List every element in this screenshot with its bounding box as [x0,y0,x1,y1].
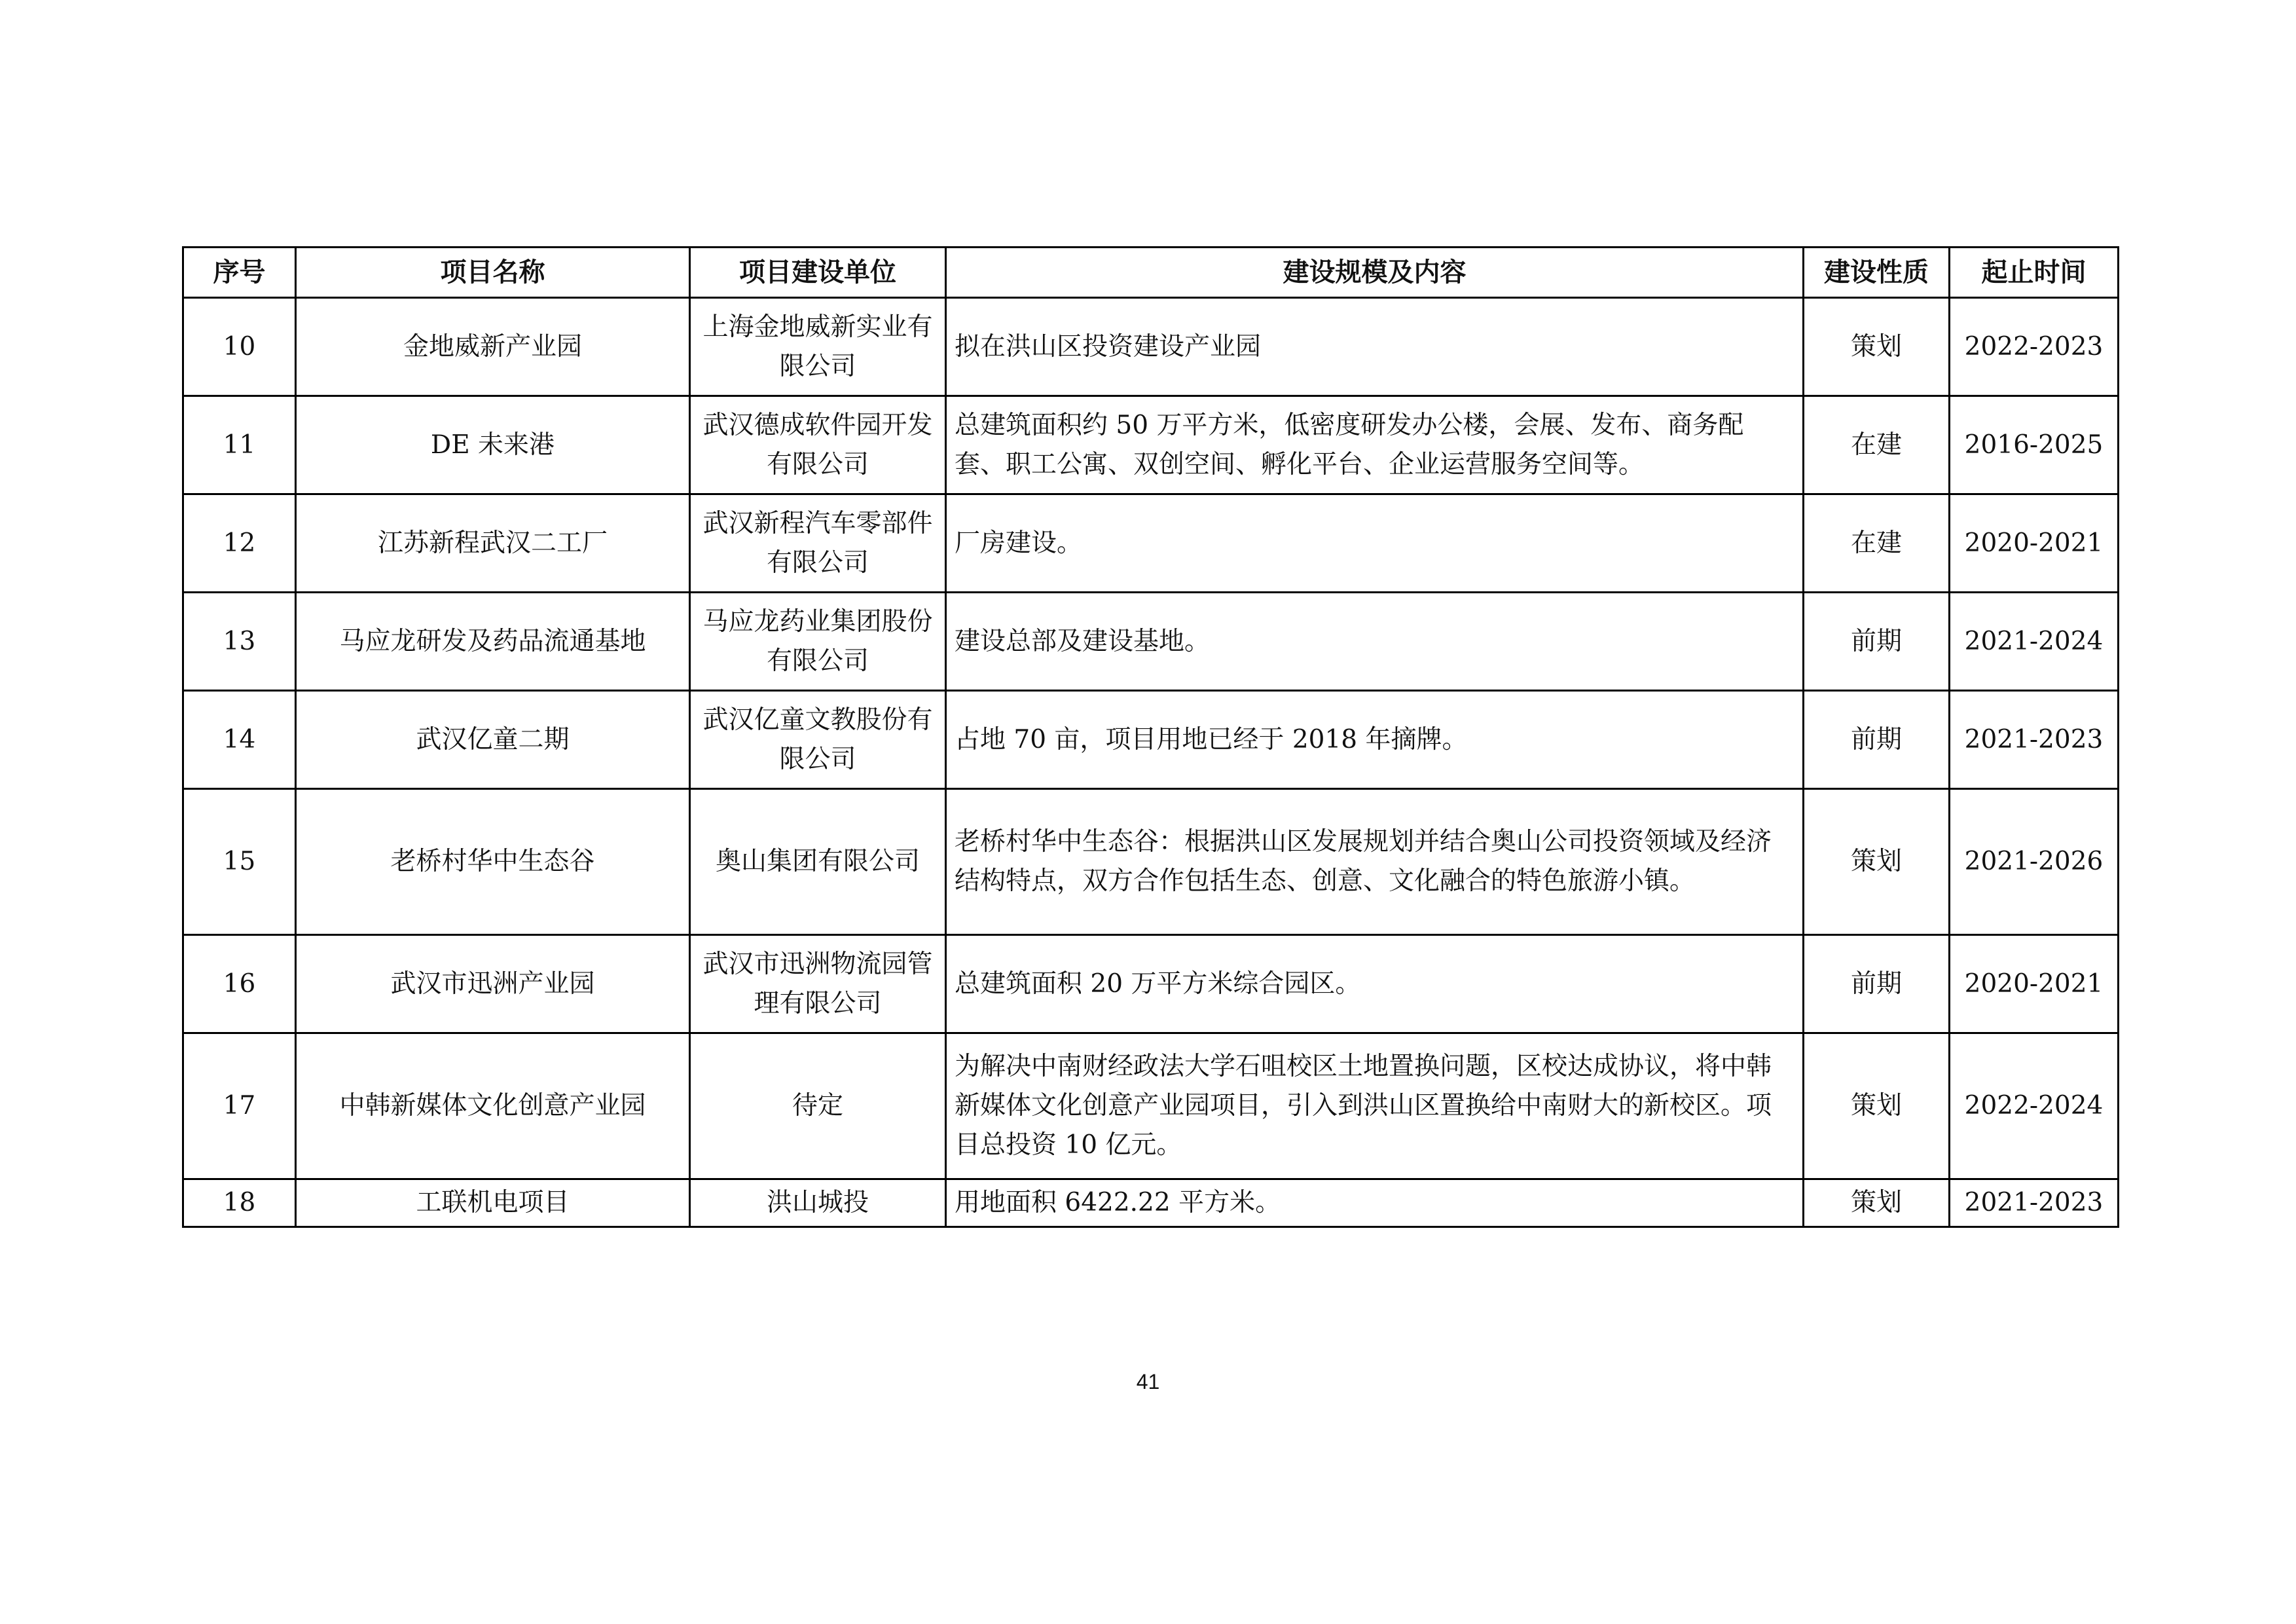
table-header-row [183,248,2119,298]
table-row [183,396,2119,494]
cell-period: 2016-2025 [1950,396,2119,494]
table-row [183,494,2119,593]
header-period: 起止时间 [1950,248,2119,298]
cell-content: 建设总部及建设基地。 [946,593,1804,691]
header-no: 序号 [183,248,296,298]
cell-no: 16 [183,935,296,1033]
cell-period: 2020-2021 [1950,935,2119,1033]
cell-no: 11 [183,396,296,494]
cell-no: 18 [183,1179,296,1227]
header-unit: 项目建设单位 [690,248,946,298]
cell-period: 2021-2023 [1950,1179,2119,1227]
cell-content: 为解决中南财经政法大学石咀校区土地置换问题，区校达成协议，将中韩新媒体文化创意产业园项目，引入到洪山区置换给中南财大的新校区。项目总投资 10 亿元。 [946,1033,1804,1179]
cell-content: 总建筑面积 20 万平方米综合园区。 [946,935,1804,1033]
cell-type: 策划 [1804,298,1950,396]
cell-type: 策划 [1804,789,1950,935]
cell-no: 14 [183,691,296,789]
cell-unit: 上海金地威新实业有限公司 [690,298,946,396]
cell-no: 17 [183,1033,296,1179]
cell-unit: 武汉市迅洲物流园管理有限公司 [690,935,946,1033]
table-row [183,298,2119,396]
header-name: 项目名称 [296,248,690,298]
header-type: 建设性质 [1804,248,1950,298]
cell-period: 2022-2024 [1950,1033,2119,1179]
cell-content: 占地 70 亩，项目用地已经于 2018 年摘牌。 [946,691,1804,789]
cell-type: 策划 [1804,1033,1950,1179]
cell-period: 2022-2023 [1950,298,2119,396]
cell-type: 策划 [1804,1179,1950,1227]
cell-unit: 洪山城投 [690,1179,946,1227]
cell-name: 金地威新产业园 [296,298,690,396]
cell-content: 厂房建设。 [946,494,1804,593]
cell-period: 2021-2026 [1950,789,2119,935]
cell-type: 前期 [1804,691,1950,789]
cell-unit: 马应龙药业集团股份有限公司 [690,593,946,691]
cell-unit: 武汉亿童文教股份有限公司 [690,691,946,789]
cell-unit: 武汉德成软件园开发有限公司 [690,396,946,494]
cell-name: 老桥村华中生态谷 [296,789,690,935]
cell-content: 老桥村华中生态谷：根据洪山区发展规划并结合奥山公司投资领域及经济结构特点，双方合作包括生态、创意、文化融合的特色旅游小镇。 [946,789,1804,935]
cell-no: 12 [183,494,296,593]
table-row [183,691,2119,789]
cell-type: 前期 [1804,935,1950,1033]
cell-name: 工联机电项目 [296,1179,690,1227]
cell-name: 江苏新程武汉二工厂 [296,494,690,593]
cell-no: 10 [183,298,296,396]
project-table [182,246,2119,1228]
cell-name: 马应龙研发及药品流通基地 [296,593,690,691]
cell-content: 总建筑面积约 50 万平方米，低密度研发办公楼，会展、发布、商务配套、职工公寓、双创空间、孵化平台、企业运营服务空间等。 [946,396,1804,494]
table-row [183,935,2119,1033]
cell-no: 13 [183,593,296,691]
table-row [183,789,2119,935]
cell-content: 拟在洪山区投资建设产业园 [946,298,1804,396]
cell-name: 中韩新媒体文化创意产业园 [296,1033,690,1179]
cell-type: 前期 [1804,593,1950,691]
cell-name: 武汉市迅洲产业园 [296,935,690,1033]
cell-no: 15 [183,789,296,935]
cell-unit: 待定 [690,1033,946,1179]
cell-unit: 武汉新程汽车零部件有限公司 [690,494,946,593]
table-row [183,1033,2119,1179]
cell-period: 2020-2021 [1950,494,2119,593]
page-number: 41 [1136,1370,1160,1393]
cell-period: 2021-2023 [1950,691,2119,789]
cell-type: 在建 [1804,396,1950,494]
table-row [183,1179,2119,1227]
cell-name: 武汉亿童二期 [296,691,690,789]
cell-content: 用地面积 6422.22 平方米。 [946,1179,1804,1227]
cell-unit: 奥山集团有限公司 [690,789,946,935]
header-content: 建设规模及内容 [946,248,1804,298]
cell-name: DE 未来港 [296,396,690,494]
table-row [183,593,2119,691]
cell-period: 2021-2024 [1950,593,2119,691]
cell-type: 在建 [1804,494,1950,593]
